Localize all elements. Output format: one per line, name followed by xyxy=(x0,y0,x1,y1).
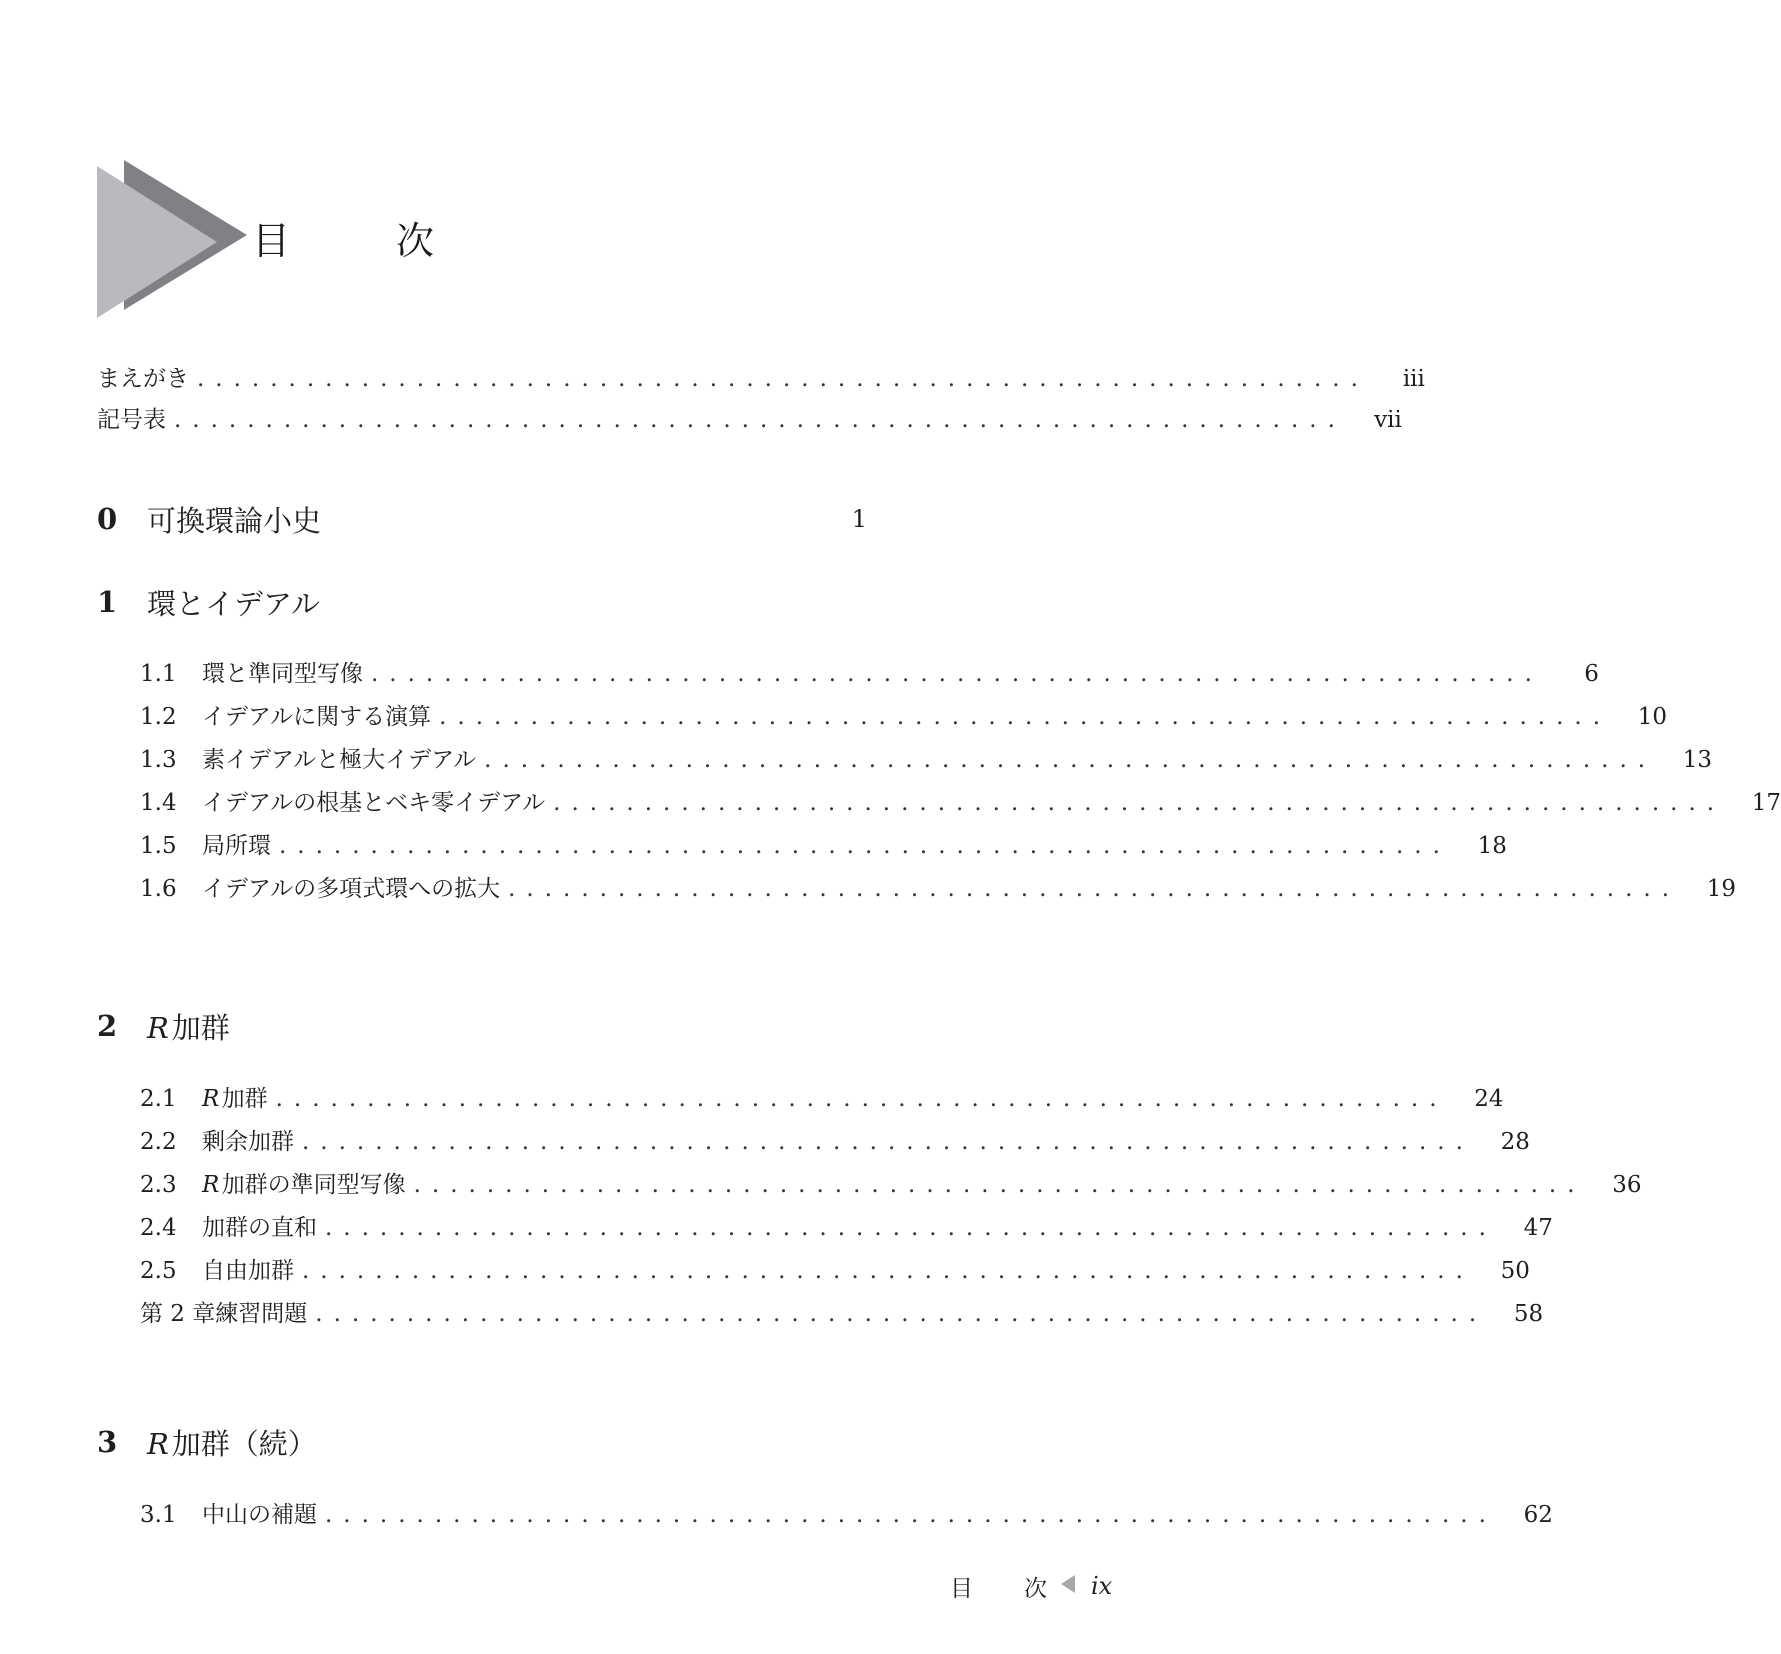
section-number: 2.4 xyxy=(140,1215,177,1241)
chapter-number: 3 xyxy=(97,1425,118,1459)
section-page: 24 xyxy=(1474,1086,1504,1112)
section-title: 剰余加群 xyxy=(202,1129,294,1155)
toc-entry-title: 記号表 xyxy=(97,407,166,433)
section-number: 3.1 xyxy=(140,1502,177,1528)
section-title: 自由加群 xyxy=(202,1258,294,1284)
toc-chapter[interactable] xyxy=(97,1420,867,1464)
leader-dots: ................................................................ xyxy=(439,704,1611,730)
chapter-title xyxy=(147,1006,867,1047)
toc-entry-title: まえがき xyxy=(97,366,189,392)
section-title: 局所環 xyxy=(202,833,271,859)
section-page: 47 xyxy=(1523,1215,1553,1241)
toc-exercises[interactable] xyxy=(140,1294,1544,1334)
section-title-text: 加群の準同型写像 xyxy=(221,1172,406,1198)
section-title: 加群の直和 xyxy=(202,1215,317,1241)
leader-dots: ................................................................ xyxy=(315,1301,1488,1327)
toc-section[interactable] xyxy=(140,1079,1504,1119)
leader-dots: ................................................................ xyxy=(508,876,1680,902)
toc-section[interactable] xyxy=(140,1165,1642,1205)
section-page: 28 xyxy=(1500,1129,1530,1155)
section-title-math: R xyxy=(202,1172,220,1198)
leader-dots: ................................................................ xyxy=(484,747,1657,773)
section-page: 17 xyxy=(1751,790,1781,816)
exercises-title: 第 2 章練習問題 xyxy=(140,1301,308,1327)
leader-dots: ................................................................ xyxy=(553,790,1726,816)
chapter-title-text: 加群（続） xyxy=(171,1426,317,1461)
toc-section[interactable] xyxy=(140,740,1713,780)
toc-section[interactable] xyxy=(140,783,1781,823)
leader-dots: ................................................................ xyxy=(325,1215,1497,1241)
footer-label: 目 次 xyxy=(950,1575,1061,1602)
toc-entry[interactable] xyxy=(97,359,1425,399)
section-title xyxy=(202,1165,406,1205)
leader-dots: ................................................................ xyxy=(302,1129,1474,1155)
section-page: 18 xyxy=(1477,833,1507,859)
page-number: ix xyxy=(1091,1572,1113,1600)
section-number: 2.1 xyxy=(140,1086,177,1112)
section-title: イデアルに関する演算 xyxy=(202,704,432,730)
chapter-title xyxy=(147,1422,867,1463)
section-title: イデアルの根基とベキ零イデアル xyxy=(202,790,546,816)
chapter-heading-triangle-icon xyxy=(97,160,247,324)
toc-chapter[interactable] xyxy=(97,497,867,541)
left-triangle-icon xyxy=(1061,1573,1075,1599)
toc-section[interactable] xyxy=(140,697,1667,737)
section-number: 1.2 xyxy=(140,704,177,730)
section-number: 1.5 xyxy=(140,833,177,859)
toc-chapter[interactable] xyxy=(97,580,867,624)
leader-dots: ................................................................ xyxy=(371,661,1543,687)
leader-dots: ................................................................ xyxy=(275,1086,1448,1112)
toc-section[interactable] xyxy=(140,1122,1530,1162)
toc-section[interactable] xyxy=(140,1208,1553,1248)
leader-dots: ................................................................ xyxy=(302,1258,1474,1284)
chapter-number: 2 xyxy=(97,1009,118,1043)
chapter-number: 0 xyxy=(97,502,118,536)
toc-section[interactable] xyxy=(140,1495,1553,1535)
section-number: 1.1 xyxy=(140,661,177,687)
chapter-number: 1 xyxy=(97,585,118,619)
section-page: 36 xyxy=(1612,1172,1642,1198)
section-number: 2.2 xyxy=(140,1129,177,1155)
section-page: 13 xyxy=(1682,747,1713,773)
section-number: 1.3 xyxy=(140,747,177,773)
chapter-title: 環とイデアル xyxy=(147,586,320,621)
chapter-page: 1 xyxy=(851,505,867,533)
section-page: 19 xyxy=(1706,876,1736,902)
section-number: 1.4 xyxy=(140,790,177,816)
leader-dots: ................................................................ xyxy=(174,407,1346,433)
section-title xyxy=(202,1079,268,1119)
page-title: 目 次 xyxy=(252,219,469,263)
exercises-page: 58 xyxy=(1513,1301,1544,1327)
toc-entry-page: iii xyxy=(1402,366,1425,392)
chapter-title: 可換環論小史 xyxy=(147,503,322,538)
chapter-title-text: 加群 xyxy=(171,1010,230,1045)
chapter-title-math: R xyxy=(147,1010,169,1045)
section-title: イデアルの多項式環への拡大 xyxy=(202,876,501,902)
leader-dots: ................................................................ xyxy=(197,366,1369,392)
leader-dots: ................................................................ xyxy=(279,833,1451,859)
leader-dots: ................................................................ xyxy=(413,1172,1586,1198)
section-page: 50 xyxy=(1500,1258,1530,1284)
toc-section[interactable] xyxy=(140,1251,1530,1291)
toc-section[interactable] xyxy=(140,826,1507,866)
chapter-title-math: R xyxy=(147,1426,169,1461)
section-page: 10 xyxy=(1637,704,1667,730)
leader-dots: ................................................................ xyxy=(325,1502,1497,1528)
section-number: 1.6 xyxy=(140,876,177,902)
section-title: 中山の補題 xyxy=(202,1502,317,1528)
section-title: 環と準同型写像 xyxy=(202,661,363,687)
toc-entry-page: vii xyxy=(1374,407,1402,433)
section-number: 2.5 xyxy=(140,1258,177,1284)
section-number: 2.3 xyxy=(140,1172,177,1198)
toc-section[interactable] xyxy=(140,654,1599,694)
section-page: 6 xyxy=(1584,661,1599,687)
section-page: 62 xyxy=(1523,1502,1553,1528)
section-title-math: R xyxy=(202,1086,220,1112)
toc-section[interactable] xyxy=(140,869,1736,909)
section-title-text: 加群 xyxy=(221,1086,268,1112)
section-title: 素イデアルと極大イデアル xyxy=(202,747,477,773)
running-footer xyxy=(950,1568,1112,1604)
toc-entry[interactable] xyxy=(97,400,1402,440)
toc-chapter[interactable] xyxy=(97,1004,867,1048)
